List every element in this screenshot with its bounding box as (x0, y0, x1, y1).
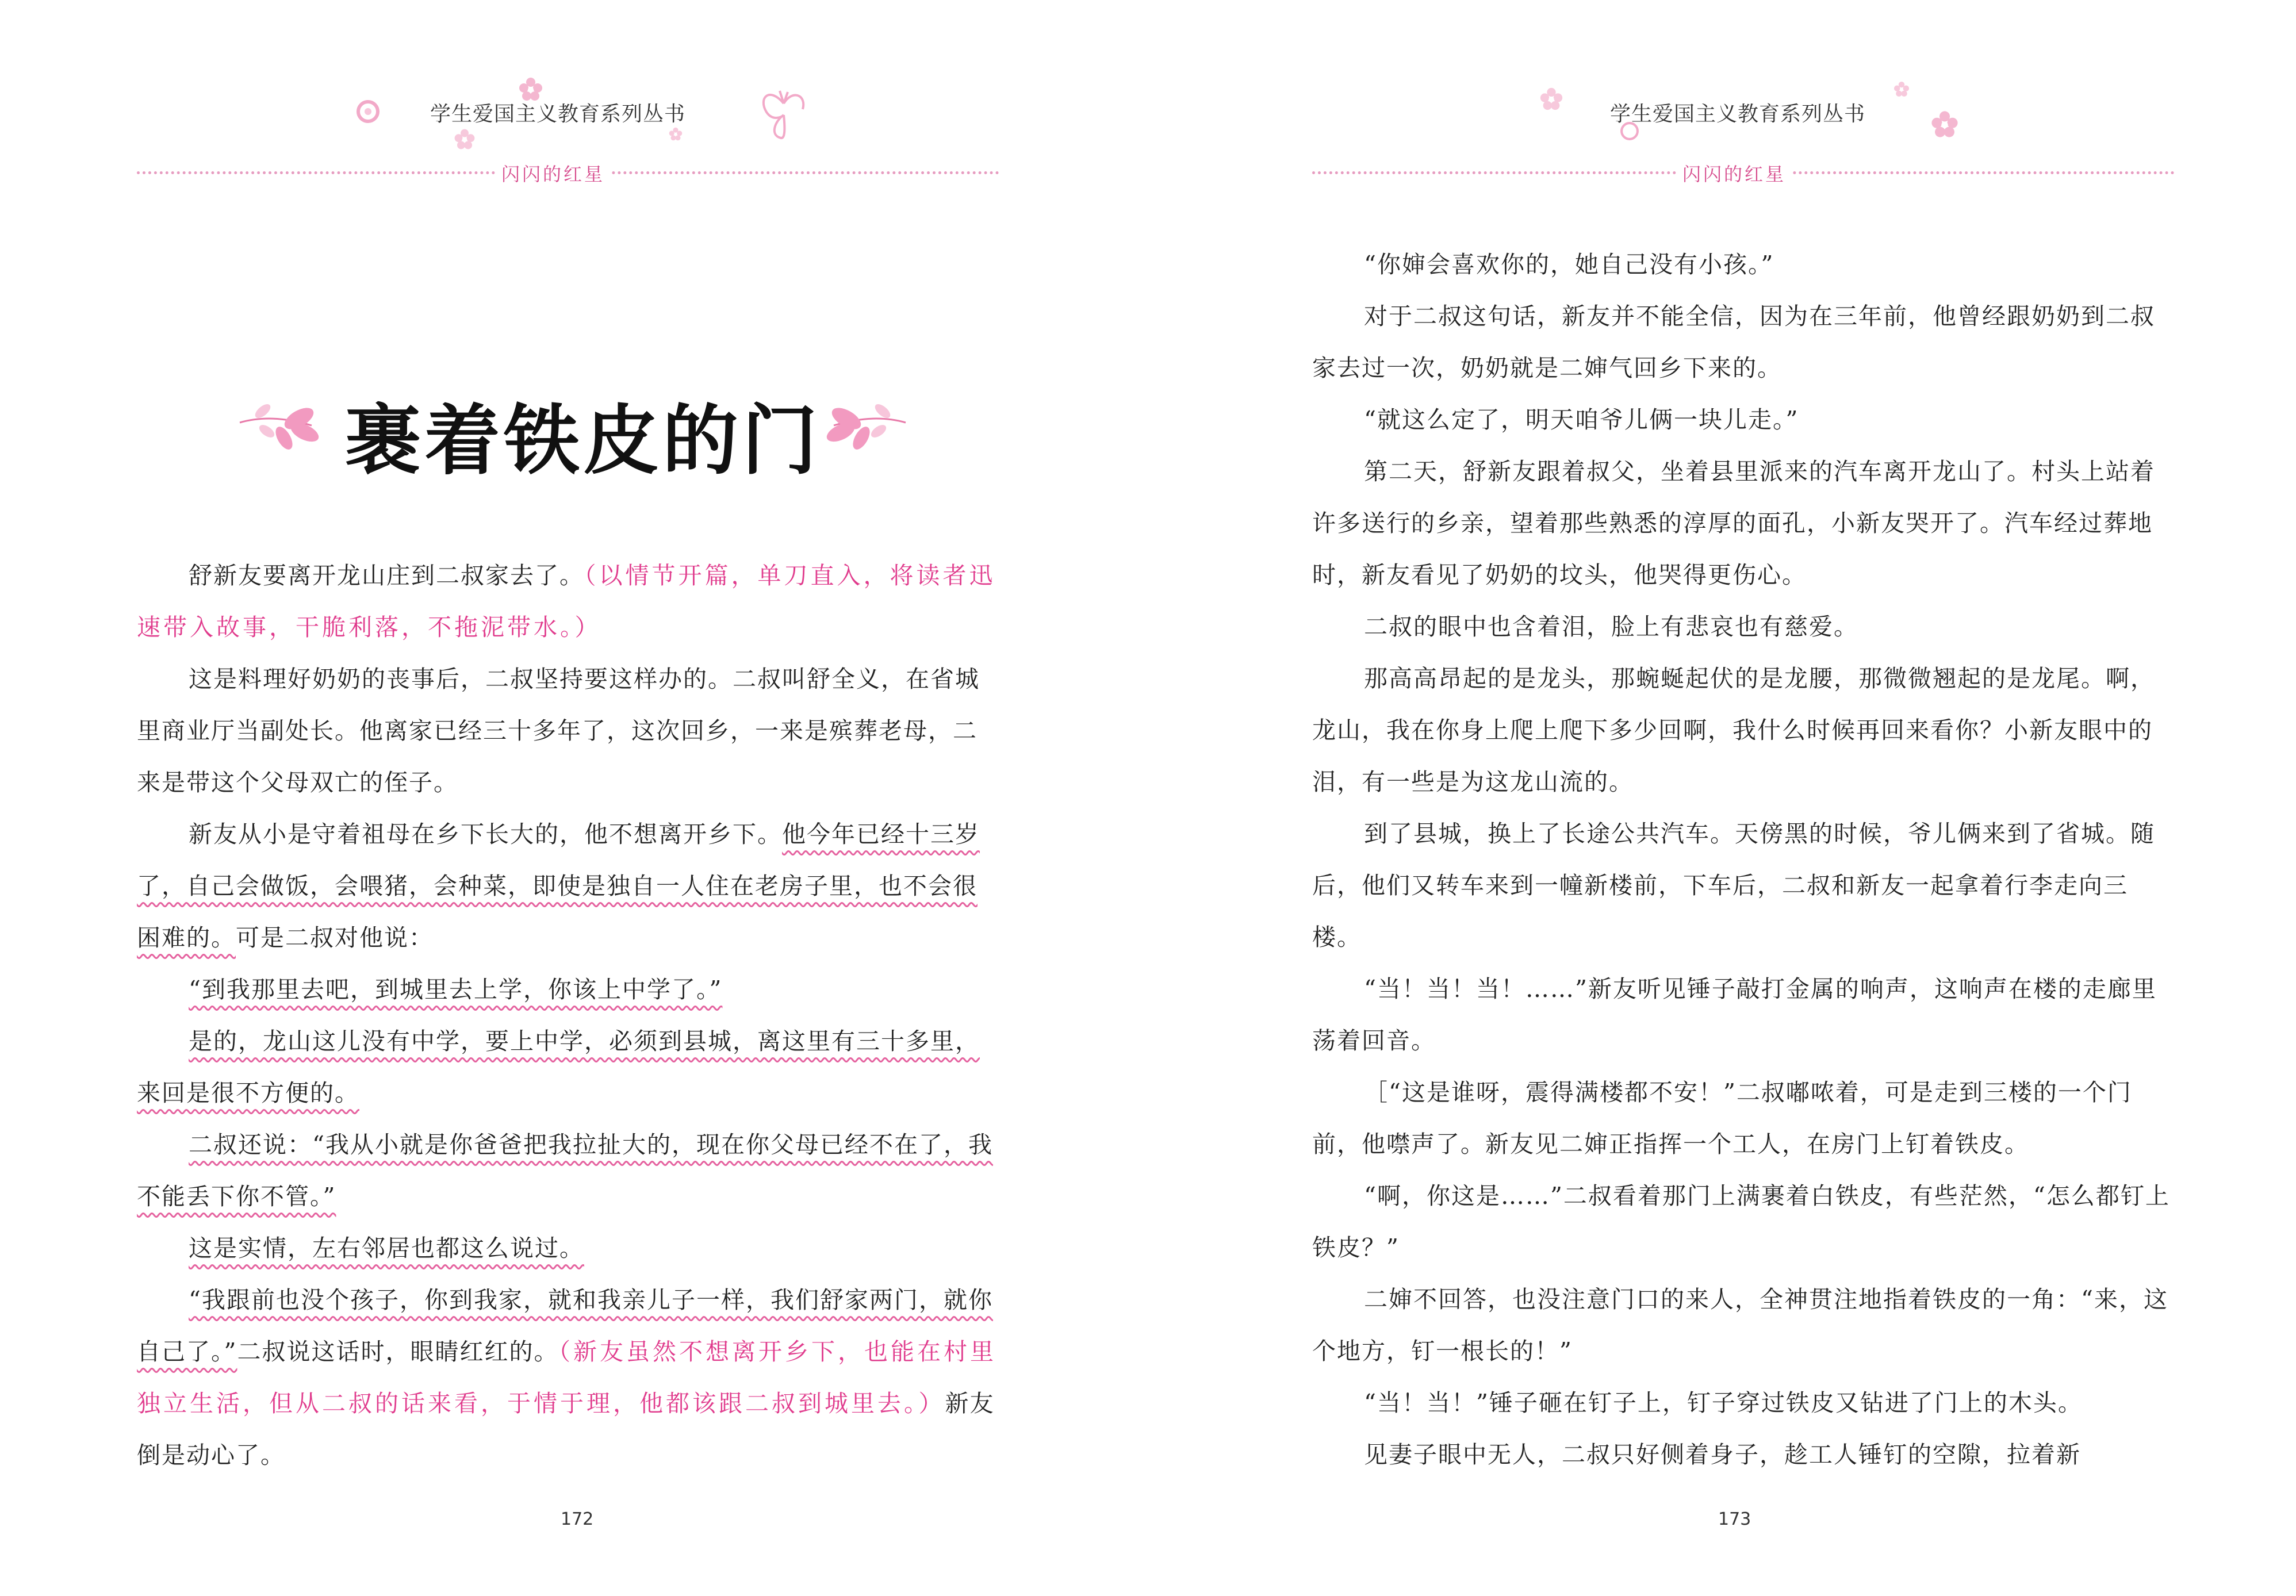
paragraph (137, 1015, 999, 1119)
paragraph (137, 653, 999, 808)
underlined-text: 这是实情，左右邻居也都这么说过。 (189, 1234, 584, 1262)
right-page (1148, 0, 2296, 1596)
underlined-text: 他今年已经十三岁了，自己会做饭，会喂猪，会种菜，即使是独自一人住在老房子里，也不会很困难的。 (137, 820, 980, 952)
paragraph (137, 550, 999, 653)
page-number: 172 (561, 1509, 594, 1529)
flower-icon (1539, 86, 1564, 112)
paragraph-text: 新友从小是守着祖母在乡下长大的，他不想离开乡下。 (189, 820, 782, 848)
flower-icon (1930, 109, 1960, 139)
paragraph (137, 1222, 999, 1274)
series-title: 学生爱国主义教育系列丛书 (430, 102, 686, 126)
chapter-title: 闪闪的红星 (496, 160, 611, 186)
title-flower-left-icon (237, 391, 323, 454)
flower-icon (453, 128, 476, 151)
paragraph (137, 964, 999, 1015)
paragraph: 那高高昂起的是龙头，那蜿蜒起伏的是龙腰，那微微翘起的是龙尾。啊，龙山，我在你身上爬上爬下多少回啊，我什么时候再回来看你？小新友眼中的泪，有一些是为这龙山流的。 (1312, 665, 2155, 796)
underlined-text: “我跟前也没个孩子，你到我家，就和我亲儿子一样，我们舒家两门，就你自己了。” (137, 1286, 993, 1365)
butterfly-icon (758, 86, 810, 144)
underlined-text: “到我那里去吧，到城里去上学，你该上中学了。” (189, 976, 723, 1003)
paragraph: “啊，你这是……”二叔看着那门上满裹着白铁皮，有些茫然，“怎么都钉上铁皮？” (1312, 1182, 2170, 1261)
paragraph-text: 二叔说这话时，眼睛红红的。 (237, 1338, 559, 1365)
paragraph: 见妻子眼中无人，二叔只好侧着身子，趁工人锤钉的空隙，拉着新 (1364, 1441, 2081, 1468)
underlined-text: 二叔还说：“我从小就是你爸爸把我拉扯大的，现在你父母已经不在了，我不能丢下你不管。” (137, 1131, 993, 1210)
paragraph (137, 808, 999, 964)
paragraph: 第二天，舒新友跟着叔父，坐着县里派来的汽车离开龙山了。村头上站着许多送行的乡亲，望着那些熟悉的淳厚的面孔，小新友哭开了。汽车经过葬地时，新友看见了奶奶的坟头，他哭得更伤心。 (1312, 458, 2155, 589)
paragraph-text: 舒新友要离开龙山庄到二叔家去了。 (189, 562, 584, 589)
series-title: 学生爱国主义教育系列丛书 (1610, 102, 1866, 126)
underlined-text: 是的，龙山这儿没有中学，要上中学，必须到县城，离这里有三十多里，来回是很不方便的。 (137, 1027, 980, 1107)
paragraph: “当！当！当！……”新友听见锤子敲打金属的响声，这响声在楼的走廊里荡着回音。 (1312, 975, 2157, 1054)
paragraph: 二叔的眼中也含着泪，脸上有悲哀也有慈爱。 (1364, 613, 1858, 640)
annotation: （新友虽然不想离开乡下，也能在村里独立生活，但从二叔的话来看，于情于理，他都该跟二叔到城里去。） (137, 1338, 996, 1417)
paragraph: 对于二叔这句话，新友并不能全信，因为在三年前，他曾经跟奶奶到二叔家去过一次，奶奶就是二婶气回乡下来的。 (1312, 302, 2155, 382)
page-number: 173 (1718, 1509, 1751, 1529)
paragraph (137, 1274, 999, 1481)
paragraph: ［“这是谁呀，震得满楼都不安！”二叔嘟哝着，可是走到三楼的一个门前，他噤声了。新友见二婶正指挥一个工人，在房门上钉着铁皮。 (1312, 1079, 2132, 1158)
paragraph-text: 可是二叔对他说： (236, 924, 434, 952)
paragraph: 二婶不回答，也没注意门口的来人，全神贯注地指着铁皮的一角：“来，这个地方，钉一根长的！” (1312, 1286, 2168, 1365)
paragraph-text: 新友倒是动心了。 (137, 1390, 995, 1469)
paragraph (137, 1119, 999, 1222)
paragraph: “就这么定了，明天咱爷儿俩一块儿走。” (1364, 406, 1799, 433)
flower-icon (668, 126, 683, 141)
paragraph: 到了县城，换上了长途公共汽车。天傍黑的时候，爷儿俩来到了省城。随后，他们又转车来到一幢新楼前，下车后，二叔和新友一起拿着行李走向三楼。 (1312, 820, 2155, 951)
paragraph: “当！当！”锤子砸在钉子上，钉子穿过铁皮又钻进了门上的木头。 (1364, 1389, 2083, 1417)
ring-icon (355, 99, 381, 124)
article-title: 裹着铁皮的门 (345, 396, 821, 485)
paragraph-text: 这是料理好奶奶的丧事后，二叔坚持要这样办的。二叔叫舒全义，在省城里商业厅当副处长。他离家已经三十多年了，这次回乡，一来是殡葬老母，二来是带这个父母双亡的侄子。 (137, 665, 980, 796)
paragraph: “你婶会喜欢你的，她自己没有小孩。” (1364, 251, 1774, 278)
annotation: （以情节开篇，单刀直入，将读者迅速带入故事，干脆利落，不拖泥带水。） (137, 562, 996, 641)
flower-icon (1893, 80, 1910, 98)
chapter-title: 闪闪的红星 (1677, 160, 1792, 186)
title-flower-right-icon (822, 391, 909, 454)
